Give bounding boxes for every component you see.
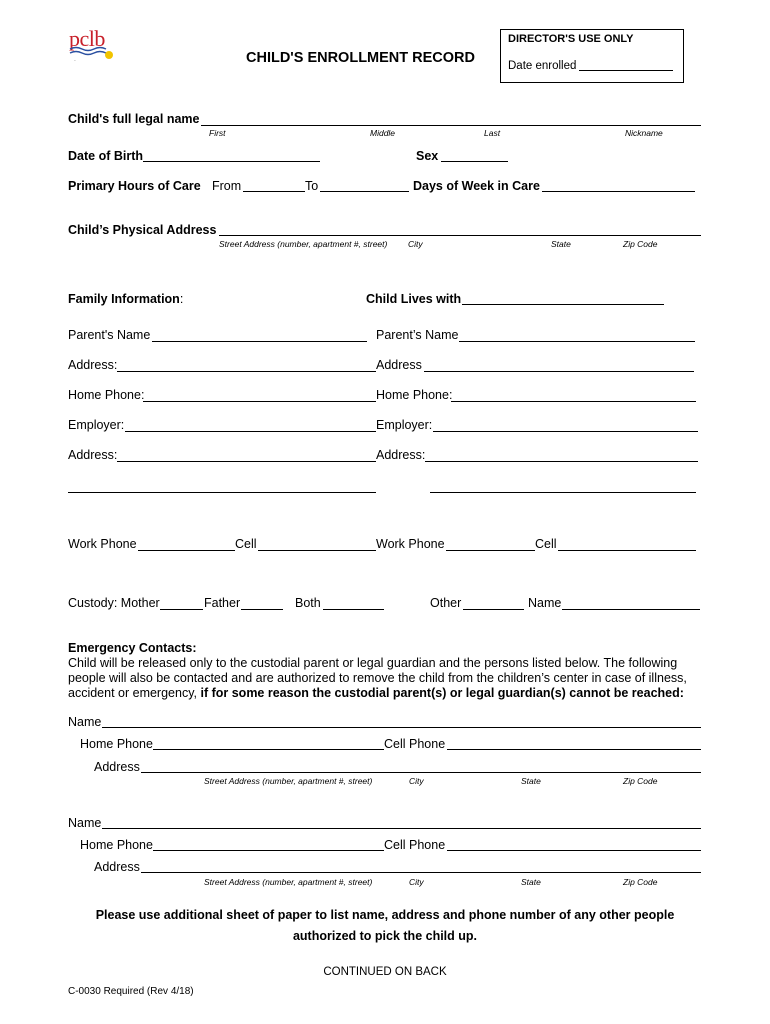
child-address-state: State bbox=[551, 239, 571, 249]
additional-sheet-note-line1: Please use additional sheet of paper to list name, address and phone number of any other people bbox=[95, 908, 675, 922]
contact1-address-label: Address bbox=[94, 760, 140, 774]
contact1-name-label: Name bbox=[68, 715, 102, 729]
parent2-cell-field[interactable] bbox=[558, 550, 696, 551]
emergency-text-line3 bbox=[68, 686, 684, 700]
name-part-last: Last bbox=[484, 128, 501, 138]
lives-with-label: Child Lives with bbox=[366, 292, 462, 306]
child-name-field[interactable] bbox=[201, 125, 701, 126]
emergency-heading: Emergency Contacts: bbox=[68, 641, 197, 655]
form-code: C-0030 Required (Rev 4/18) bbox=[68, 986, 194, 997]
days-field[interactable] bbox=[542, 191, 695, 192]
child-address-label: Child’s Physical Address bbox=[68, 223, 217, 237]
contact2-cell-phone-field[interactable] bbox=[447, 850, 701, 851]
custody-mother-label: Custody: Mother bbox=[68, 596, 160, 610]
parent2-employer-field[interactable] bbox=[433, 431, 698, 432]
child-address-zip: Zip Code bbox=[623, 239, 658, 249]
name-part-nickname: Nickname bbox=[625, 128, 663, 138]
contact2-address-city: City bbox=[409, 877, 424, 887]
custody-name-field[interactable] bbox=[562, 609, 700, 610]
parent2-employer-address-field[interactable] bbox=[425, 461, 698, 462]
logo-wave-icon bbox=[66, 26, 118, 64]
parent1-address-line2-field[interactable] bbox=[68, 492, 376, 493]
emergency-text-line3-bold: if for some reason the custodial parent(s) or legal guardian(s) cannot be reached: bbox=[200, 686, 684, 700]
parent2-work-phone-label: Work Phone bbox=[376, 537, 445, 551]
date-enrolled-field[interactable] bbox=[579, 70, 673, 71]
directors-use-title: DIRECTOR'S USE ONLY bbox=[508, 33, 634, 45]
contact2-name-field[interactable] bbox=[102, 828, 701, 829]
contact1-home-phone-label: Home Phone bbox=[80, 737, 153, 751]
child-address-street: Street Address (number, apartment #, street) bbox=[219, 239, 388, 249]
contact1-address-field[interactable] bbox=[141, 772, 701, 773]
contact2-address-state: State bbox=[521, 877, 541, 887]
dob-field[interactable] bbox=[143, 161, 320, 162]
parent2-address-label: Address bbox=[376, 358, 422, 372]
parent2-work-phone-field[interactable] bbox=[446, 550, 535, 551]
family-info-colon: : bbox=[179, 292, 184, 306]
contact1-name-field[interactable] bbox=[102, 727, 701, 728]
contact2-address-zip: Zip Code bbox=[623, 877, 658, 887]
contact1-address-state: State bbox=[521, 776, 541, 786]
days-label: Days of Week in Care bbox=[413, 179, 540, 193]
parent1-address-label: Address: bbox=[68, 358, 118, 372]
logo bbox=[66, 26, 118, 64]
family-info-label: Family Information bbox=[68, 292, 180, 306]
parent2-home-phone-label: Home Phone: bbox=[376, 388, 453, 402]
parent2-name-field[interactable] bbox=[459, 341, 695, 342]
parent1-employer-address-label: Address: bbox=[68, 448, 118, 462]
contact1-cell-phone-label: Cell Phone bbox=[384, 737, 446, 751]
parent2-home-phone-field[interactable] bbox=[451, 401, 696, 402]
contact2-address-field[interactable] bbox=[141, 872, 701, 873]
custody-father-label: Father bbox=[204, 596, 241, 610]
custody-mother-field[interactable] bbox=[160, 609, 203, 610]
parent1-cell-field[interactable] bbox=[258, 550, 376, 551]
parent2-name-label: Parent’s Name bbox=[376, 328, 459, 342]
from-label: From bbox=[212, 179, 242, 193]
parent2-address-field[interactable] bbox=[424, 371, 694, 372]
contact2-cell-phone-label: Cell Phone bbox=[384, 838, 446, 852]
custody-both-label: Both bbox=[295, 596, 321, 610]
child-address-field[interactable] bbox=[219, 235, 701, 236]
parent1-employer-address-field[interactable] bbox=[117, 461, 376, 462]
contact1-home-phone-field[interactable] bbox=[153, 749, 384, 750]
custody-name-label: Name bbox=[528, 596, 562, 610]
name-part-middle: Middle bbox=[370, 128, 396, 138]
parent2-employer-address-label: Address: bbox=[376, 448, 426, 462]
child-name-label: Child's full legal name bbox=[68, 112, 200, 126]
parent1-employer-field[interactable] bbox=[125, 431, 376, 432]
contact1-address-zip: Zip Code bbox=[623, 776, 658, 786]
emergency-text-line2: people will also be contacted and are authorized to remove the child from the children’s center in case of illness, bbox=[68, 671, 687, 685]
custody-other-label: Other bbox=[430, 596, 462, 610]
to-field[interactable] bbox=[320, 191, 409, 192]
directors-use-box bbox=[500, 29, 684, 83]
parent1-cell-label: Cell bbox=[235, 537, 257, 551]
parent2-address-line2-field[interactable] bbox=[430, 492, 696, 493]
emergency-text-line1: Child will be released only to the custodial parent or legal guardian and the persons listed below. The following bbox=[68, 656, 678, 670]
form-title: CHILD'S ENROLLMENT RECORD bbox=[246, 50, 475, 66]
parent1-name-label: Parent's Name bbox=[68, 328, 151, 342]
contact2-address-street: Street Address (number, apartment #, street) bbox=[204, 877, 373, 887]
contact2-address-label: Address bbox=[94, 860, 140, 874]
parent1-address-field[interactable] bbox=[117, 371, 376, 372]
dob-label: Date of Birth bbox=[68, 149, 143, 163]
parent2-cell-label: Cell bbox=[535, 537, 557, 551]
parent2-employer-label: Employer: bbox=[376, 418, 433, 432]
additional-sheet-note-line2: authorized to pick the child up. bbox=[292, 929, 478, 943]
contact2-name-label: Name bbox=[68, 816, 102, 830]
parent1-home-phone-label: Home Phone: bbox=[68, 388, 145, 402]
logo-text: pclb bbox=[69, 26, 105, 51]
custody-father-field[interactable] bbox=[241, 609, 283, 610]
custody-other-field[interactable] bbox=[463, 609, 524, 610]
contact1-address-street: Street Address (number, apartment #, street) bbox=[204, 776, 373, 786]
hours-label: Primary Hours of Care bbox=[68, 179, 201, 193]
parent1-work-phone-label: Work Phone bbox=[68, 537, 137, 551]
lives-with-field[interactable] bbox=[462, 304, 664, 305]
to-label: To bbox=[305, 179, 319, 193]
parent1-name-field[interactable] bbox=[152, 341, 367, 342]
svg-text:~: ~ bbox=[74, 58, 76, 62]
parent1-work-phone-field[interactable] bbox=[138, 550, 235, 551]
from-field[interactable] bbox=[243, 191, 305, 192]
sex-label: Sex bbox=[416, 149, 439, 163]
name-part-first: First bbox=[209, 128, 226, 138]
contact1-cell-phone-field[interactable] bbox=[447, 749, 701, 750]
child-address-city: City bbox=[408, 239, 423, 249]
continued-on-back: CONTINUED ON BACK bbox=[323, 966, 447, 978]
contact2-home-phone-field[interactable] bbox=[153, 850, 384, 851]
sex-field[interactable] bbox=[441, 161, 508, 162]
contact2-home-phone-label: Home Phone bbox=[80, 838, 153, 852]
family-info-heading bbox=[68, 292, 183, 306]
emergency-text-line3-plain: accident or emergency, bbox=[68, 686, 201, 700]
date-enrolled-label: Date enrolled bbox=[508, 60, 577, 72]
contact1-address-city: City bbox=[409, 776, 424, 786]
custody-both-field[interactable] bbox=[323, 609, 384, 610]
parent1-home-phone-field[interactable] bbox=[143, 401, 376, 402]
parent1-employer-label: Employer: bbox=[68, 418, 125, 432]
